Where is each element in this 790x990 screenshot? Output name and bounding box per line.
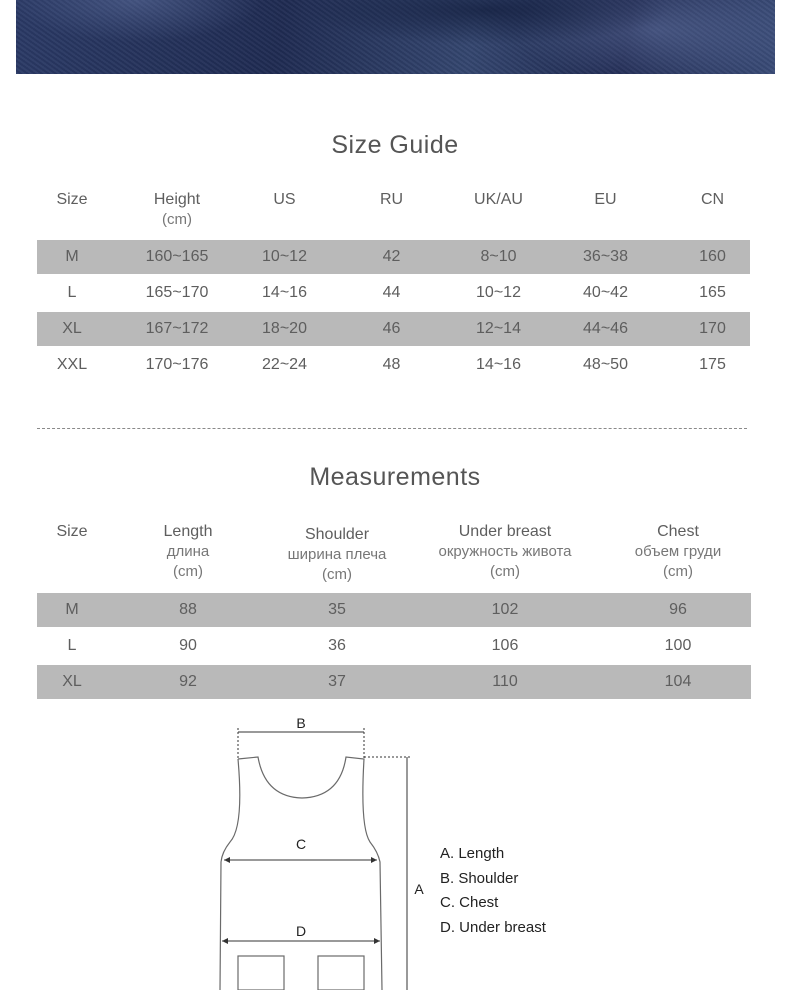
size-guide-header-row [37, 190, 750, 240]
table-cell: 10~12 [247, 240, 322, 274]
table-cell: 88 [107, 593, 269, 627]
table-cell: 10~12 [476, 284, 521, 301]
table-cell: 165~170 [145, 284, 209, 301]
table-cell: 167~172 [107, 312, 247, 346]
header-cell: Length длина (cm) [163, 523, 213, 580]
table-cell: 22~24 [262, 356, 307, 373]
table-cell: 104 [605, 665, 751, 699]
under-breast-arrow-left [222, 938, 228, 944]
chest-arrow-right [371, 857, 377, 863]
section-divider [37, 428, 747, 429]
table-cell: 44~46 [536, 312, 675, 346]
header-cell: Under breast окружность живота (cm) [438, 523, 572, 580]
table-cell: 36~38 [536, 240, 675, 274]
header-cell: Height (cm) [153, 191, 201, 228]
table-row [37, 593, 751, 627]
header-cell: Shoulder ширина плеча (cm) [287, 526, 387, 583]
table-cell: XL [37, 312, 107, 346]
table-cell: 48~50 [583, 356, 628, 373]
table-row [37, 274, 750, 312]
table-cell: M [37, 593, 107, 627]
table-cell: 14~16 [262, 284, 307, 301]
header-cell: Size [56, 523, 88, 540]
measurements-header-row [37, 522, 751, 593]
table-cell: 14~16 [476, 356, 521, 373]
label-d: D [295, 923, 307, 939]
legend-item-length: A. Length [440, 845, 505, 862]
chest-arrow-left [224, 857, 230, 863]
table-cell: 165 [699, 284, 726, 301]
table-cell: 175 [699, 356, 726, 373]
table-cell: 37 [269, 665, 405, 699]
label-a: A [414, 881, 424, 897]
measurement-legend [440, 842, 546, 940]
table-cell: 96 [605, 593, 751, 627]
legend-item-chest: C. Chest [440, 894, 499, 911]
table-row [37, 346, 750, 384]
table-cell: 46 [322, 312, 461, 346]
table-cell: 102 [405, 593, 605, 627]
header-cell: RU [379, 191, 404, 208]
table-cell: 170 [675, 312, 750, 346]
header-cell: CN [700, 191, 725, 208]
table-row [37, 312, 750, 346]
garment-outline-left [220, 759, 240, 990]
header-cell: Size [56, 191, 88, 208]
table-cell: 106 [491, 637, 519, 654]
table-cell: 40~42 [583, 284, 628, 301]
size-guide-title: Size Guide [331, 131, 459, 159]
table-cell: 90 [179, 637, 197, 654]
table-cell: XXL [56, 356, 88, 373]
table-cell: 160~165 [107, 240, 247, 274]
legend-item-under-breast: D. Under breast [440, 918, 546, 936]
product-photo-banner [16, 0, 775, 74]
header-cell: Chest объем груди (cm) [634, 523, 722, 580]
table-cell: 44 [382, 284, 401, 301]
table-row [37, 665, 751, 699]
table-cell: 36 [328, 637, 346, 654]
table-row [37, 627, 751, 665]
label-b: B [296, 715, 306, 731]
table-cell: 110 [405, 665, 605, 699]
table-cell: 100 [664, 637, 692, 654]
garment-outline-right [238, 757, 382, 990]
table-cell: L [67, 637, 77, 654]
table-row [37, 240, 750, 274]
table-cell: 12~14 [461, 312, 536, 346]
table-cell: M [37, 240, 107, 274]
tank-top-diagram [200, 712, 440, 990]
table-cell: 170~176 [145, 356, 209, 373]
right-pocket [318, 956, 364, 990]
measurements-title: Measurements [309, 463, 481, 491]
left-pocket [238, 956, 284, 990]
table-cell: 35 [269, 593, 405, 627]
header-cell: EU [594, 191, 617, 208]
table-cell: XL [37, 665, 107, 699]
measurements-table [37, 522, 751, 699]
size-guide-table [37, 190, 750, 384]
table-cell: 42 [322, 240, 461, 274]
table-cell: 92 [107, 665, 269, 699]
legend-item-shoulder: B. Shoulder [440, 869, 519, 887]
table-cell: 18~20 [247, 312, 322, 346]
table-cell: 48 [382, 356, 401, 373]
label-c: C [295, 836, 307, 852]
table-cell: L [67, 284, 77, 301]
header-cell: US [273, 191, 296, 208]
table-cell: 8~10 [461, 240, 536, 274]
table-cell: 160 [675, 240, 750, 274]
under-breast-arrow-right [374, 938, 380, 944]
header-cell: UK/AU [474, 191, 523, 208]
